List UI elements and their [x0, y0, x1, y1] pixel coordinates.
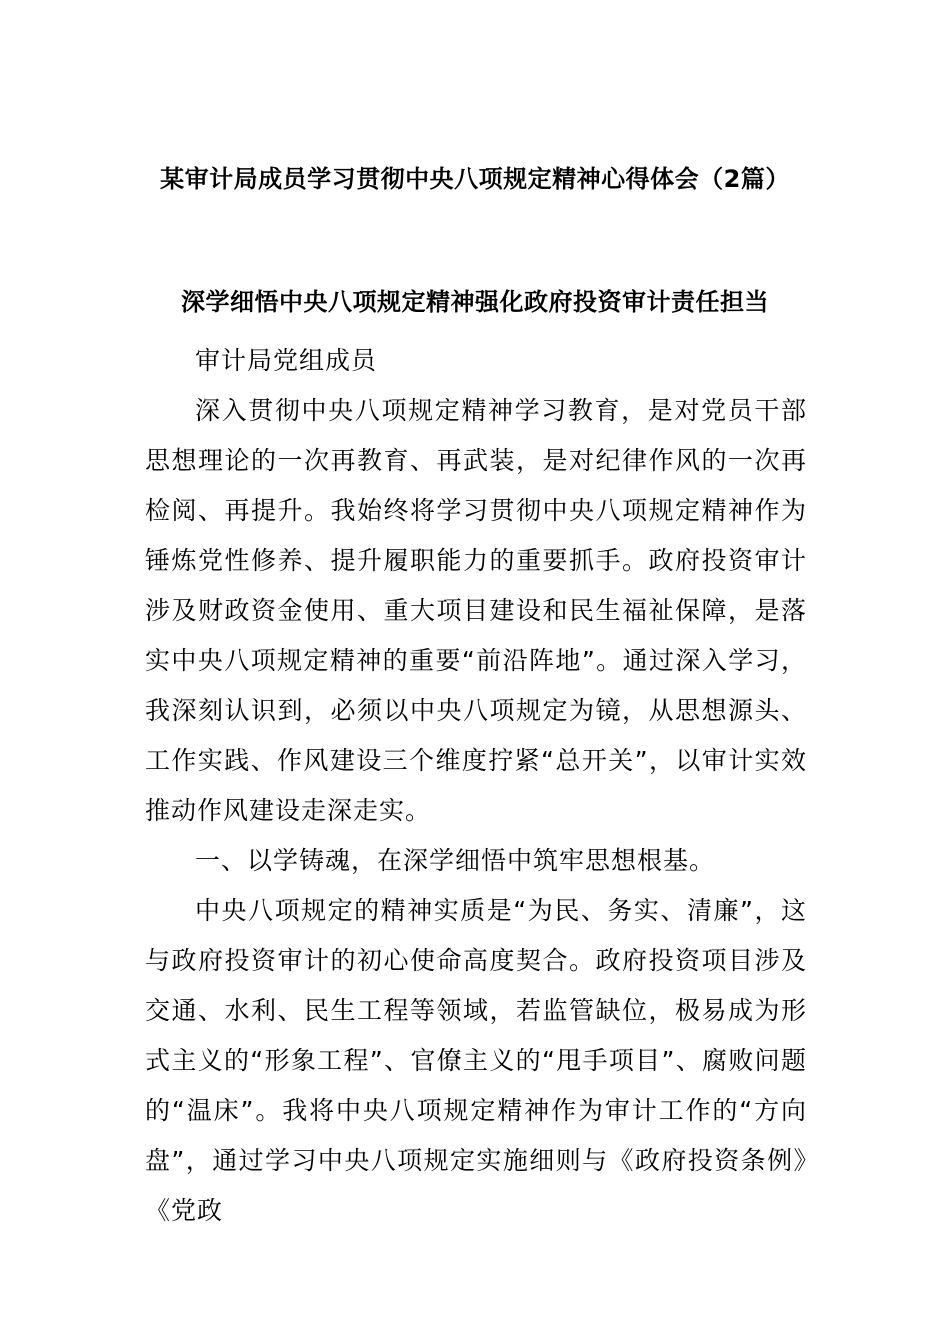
document-title: 某审计局成员学习贯彻中央八项规定精神心得体会（2篇）: [160, 165, 790, 193]
article-title: 深学细悟中央八项规定精神强化政府投资审计责任担当: [181, 288, 769, 316]
article-body: [145, 336, 807, 1236]
paragraph-section-1: 中央八项规定的精神实质是“为民、务实、清廉”，这与政府投资审计的初心使命高度契合。政府投资项目涉及交通、水利、民生工程等领域，若监管缺位，极易成为形式主义的“形象工程”、官僚主义的“甩手项目”、腐败问题的“温床”。我将中央八项规定精神作为审计工作的“方向盘”，通过学习中央八项规定实施细则与《政府投资条例》《党政: [145, 896, 807, 1225]
paragraph-intro: 深入贯彻中央八项规定精神学习教育，是对党员干部思想理论的一次再教育、再武装，是对纪律作风的一次再检阅、再提升。我始终将学习贯彻中央八项规定精神作为锤炼党性修养、提升履职能力的重要抓手。政府投资审计涉及财政资金使用、重大项目建设和民生福祉保障，是落实中央八项规定精神的重要“前沿阵地”。通过深入学习，我深刻认识到，必须以中央八项规定为镜，从思想源头、工作实践、作风建设三个维度拧紧“总开关”，以审计实效推动作风建设走深走实。: [145, 396, 807, 825]
author-line: 审计局党组成员: [195, 346, 378, 375]
section-heading-1: 一、以学铸魂，在深学细悟中筑牢思想根基。: [195, 846, 716, 875]
